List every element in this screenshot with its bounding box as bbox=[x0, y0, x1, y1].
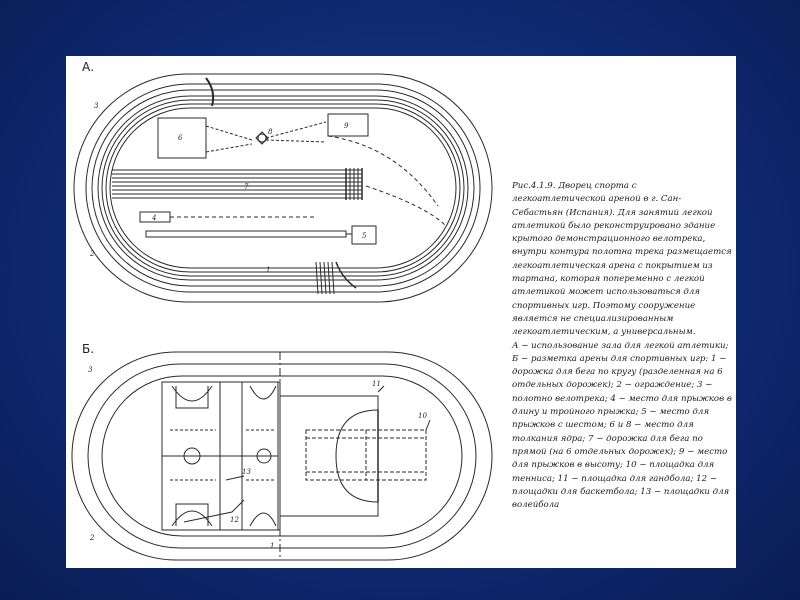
label-a-6: 6 bbox=[178, 134, 183, 142]
label-a-3: 3 bbox=[94, 102, 99, 110]
panel-b-outer-ring bbox=[72, 352, 492, 560]
label-a-2: 2 bbox=[90, 250, 95, 258]
label-a-5: 5 bbox=[362, 232, 367, 240]
label-a-4: 4 bbox=[152, 214, 157, 222]
panel-a-arena-edge bbox=[110, 108, 456, 268]
label-a-8: 8 bbox=[268, 128, 273, 136]
label-b-2: 2 bbox=[90, 534, 95, 542]
pole-vault-runway bbox=[146, 231, 346, 237]
label-b-11: 11 bbox=[372, 380, 381, 388]
panel-a-lane bbox=[106, 104, 460, 272]
leader-13 bbox=[226, 476, 244, 480]
panel-b-inner-ring bbox=[88, 364, 476, 548]
figure-sheet bbox=[66, 56, 736, 568]
figure-caption bbox=[512, 180, 732, 512]
volleyball-dashes bbox=[170, 430, 276, 480]
label-b-10: 10 bbox=[418, 412, 427, 420]
panel-a-lane bbox=[102, 100, 464, 276]
label-b-13: 13 bbox=[242, 468, 251, 476]
high-jump-fan bbox=[328, 136, 438, 206]
panel-a-lane bbox=[98, 96, 468, 280]
caption-legend: А − использование зала для легкой атлетики; Б − разметка арены для спортивных игр: 1 − дорожка для бега по кругу (разделенная на 6 отдельных дорожек); 2 − ограждение; 3 − полотно велотрека; 4 − место для прыжков в длину и тройного прыжка; 5 − место для прыжков с шестом; 6 и 8 − место для толкания ядра; 7 − дорожка для бега по прямой (на 6 отдельных дорожек); 9 − место для прыжков в высоту; 10 − площадка для тенниса; 11 − площадка для гандбола; 12 − площадки для баскетбола; 13 − площадки для волейбола bbox=[512, 340, 732, 511]
panel-b-letter: Б. bbox=[82, 342, 95, 356]
handball-goal-area bbox=[336, 410, 378, 502]
panel-a-letter: А. bbox=[82, 60, 95, 74]
panel-b-arena-edge bbox=[102, 376, 462, 536]
caption-title: Рис.4.1.9. Дворец спорта с легкоатлетической ареной в г. Сан-Себастьян (Испания). Для занятий легкой атлетикой было реконструировано здание крытого демонстрационного велотрека, внутри контура полотна трека размещается легкоатлетическая арена с покрытием из тартана, которая попеременно с легкой атлетикой может использоваться для спортивных игр. Поэтому сооружение является не специализированным легкоатлетическим, а универсальным. bbox=[512, 181, 732, 338]
label-b-12: 12 bbox=[230, 516, 239, 524]
high-jump-fan-lower bbox=[366, 186, 446, 226]
label-a-7: 7 bbox=[244, 183, 249, 191]
start-lines-bottom bbox=[316, 262, 356, 294]
sprint-track-7 bbox=[112, 168, 362, 200]
panel-a-track-ring bbox=[86, 84, 480, 292]
sector-8-lines bbox=[266, 122, 326, 142]
handball-court-11 bbox=[280, 396, 378, 516]
label-b-1: 1 bbox=[270, 542, 275, 550]
label-b-3: 3 bbox=[88, 366, 93, 374]
label-a-9: 9 bbox=[344, 122, 349, 130]
panel-a-pursuit-line bbox=[206, 78, 213, 106]
shot-put-circle-8-inner bbox=[258, 134, 266, 142]
label-a-1: 1 bbox=[266, 266, 271, 274]
shot-put-sector-lines bbox=[206, 126, 252, 152]
